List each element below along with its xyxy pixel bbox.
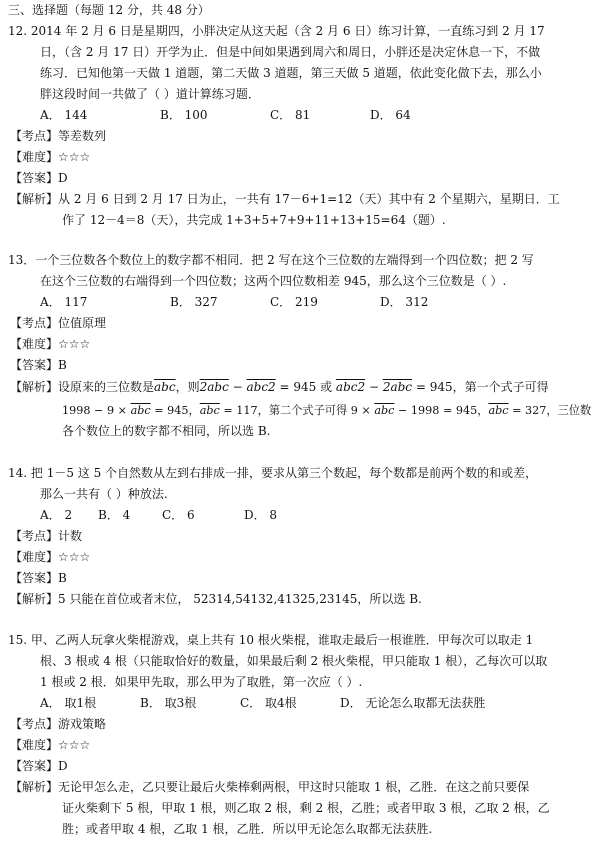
daan-label: 【答案】 [10, 571, 59, 585]
nandu-label: 【难度】 [10, 337, 59, 351]
option-b: B． 取3根 [140, 696, 197, 710]
question-12-line-1: 12. 2014 年 2 月 6 日是星期四，小胖决定从这天起（含 2 月 6 日）练习计算，一直练习到 2 月 17 [8, 24, 545, 38]
jiexi-label: 【解析】 [10, 780, 59, 794]
question-15-options [40, 693, 485, 714]
kaodian-label: 【考点】 [10, 129, 59, 143]
answer-value: D [58, 759, 68, 773]
jiexi-label: 【解析】 [10, 192, 59, 206]
option-a: A． 2 [40, 508, 73, 522]
nandu-label: 【难度】 [10, 550, 59, 564]
difficulty-stars: ☆☆☆ [58, 337, 91, 351]
kaodian-label: 【考点】 [10, 529, 59, 543]
jiexi-row [10, 589, 422, 610]
option-d: D． 8 [244, 508, 278, 522]
option-b: B． 100 [160, 108, 208, 122]
daan-row [10, 756, 68, 777]
overline-abc: $\overline{abc}$ [199, 404, 220, 417]
daan-row [10, 168, 68, 189]
option-d: D． 64 [370, 108, 411, 122]
overline-abc: $\overline{abc}$ [374, 404, 395, 417]
question-12-options [40, 105, 411, 126]
question-12-line-2: 日，（含 2 月 17 日）开学为止．但是中间如果遇到周六和周日，小胖还是决定休息一下，不做 [40, 45, 541, 59]
daan-row [10, 568, 67, 589]
jiexi-line-1: 无论甲怎么走，乙只要让最后火柴棒剩两根，甲这时只能取 1 根，乙胜．在这之前只要保 [58, 780, 530, 794]
jiexi-line-1: 设原来的三位数是$\overline{abc}$，则2abc − abc2 = 945 或 abc2 − 2abc = 945，第一个式子可得 [58, 380, 549, 394]
daan-label: 【答案】 [10, 358, 59, 372]
question-15-line-2: 根、3 根或 4 根（只能取恰好的数量，如果最后剩 2 根火柴棍，甲只能取 1 根），乙每次可以取 [40, 654, 548, 668]
nandu-row [10, 147, 90, 168]
difficulty-stars: ☆☆☆ [58, 150, 91, 164]
kaodian-value: 计数 [58, 529, 83, 543]
kaodian-row [10, 313, 106, 334]
option-c: C． 取4根 [240, 696, 297, 710]
kaodian-row [10, 714, 106, 735]
option-b: B． 327 [170, 295, 218, 309]
jiexi-line-2: 证火柴剩下 5 根，甲取 1 根，则乙取 2 根，剩 2 根，乙胜；或者甲取 3 根，乙取 2 根，乙 [62, 801, 550, 815]
option-a: A． 144 [40, 108, 88, 122]
nandu-label: 【难度】 [10, 150, 59, 164]
overline-2abc: 2abc [199, 380, 229, 394]
daan-label: 【答案】 [10, 171, 59, 185]
option-a: A． 取1根 [40, 696, 97, 710]
jiexi-line-3: 胜；或者甲取 4 根，乙取 1 根，乙胜．所以甲无论怎么取都无法获胜. [62, 822, 433, 836]
overline-abc: $\overline{abc}$ [130, 404, 151, 417]
question-14-line-2: 那么一共有（ ）种放法. [40, 487, 168, 501]
question-15-line-1: 15. 甲、乙两人玩拿火柴棍游戏，桌上共有 10 根火柴棍，谁取走最后一根谁胜．甲每次可以取走 1 [8, 633, 534, 647]
question-13-options [40, 292, 428, 313]
jiexi-line-3: 各个数位上的数字都不相同，所以选 B. [62, 424, 271, 438]
kaodian-label: 【考点】 [10, 316, 59, 330]
nandu-row [10, 334, 90, 355]
daan-row [10, 355, 67, 376]
question-15-line-3: 1 根或 2 根．如果甲先取，那么甲为了取胜，第一次应（ ）. [40, 675, 363, 689]
question-12-line-4: 胖这段时间一共做了（ ）道计算练习题． [40, 87, 260, 101]
jiexi-line-1: 从 2 月 6 日到 2 月 17 日为止，一共有 17－6+1=12（天）其中有 2 个星期六，星期日．工 [58, 192, 560, 206]
nandu-label: 【难度】 [10, 738, 59, 752]
option-d: D． 312 [380, 295, 429, 309]
section-title: 三、选择题（每题 12 分，共 48 分） [8, 3, 210, 17]
overline-abc: $\overline{abc}$ [154, 380, 176, 394]
jiexi-label: 【解析】 [10, 592, 59, 606]
option-a: A． 117 [40, 295, 88, 309]
answer-value: B [58, 358, 67, 372]
option-d: D． 无论怎么取都无法获胜 [340, 696, 486, 710]
jiexi-row [10, 777, 529, 798]
question-14-options [40, 505, 277, 526]
kaodian-value: 游戏策略 [58, 717, 107, 731]
kaodian-label: 【考点】 [10, 717, 59, 731]
nandu-row [10, 735, 90, 756]
answer-value: B [58, 571, 67, 585]
question-14-line-1: 14. 把 1－5 这 5 个自然数从左到右排成一排，要求从第三个数起，每个数都是前两个数的和或差， [8, 466, 538, 480]
answer-value: D [58, 171, 68, 185]
jiexi-row [10, 189, 560, 210]
kaodian-row [10, 526, 82, 547]
overline-2abc: 2abc [382, 380, 413, 394]
jiexi-line-1: 5 只能在首位或者末位， 52314,54132,41325,23145，所以选 B. [58, 592, 422, 606]
kaodian-value: 位值原理 [58, 316, 107, 330]
question-13-line-2: 在这个三位数的右端得到一个四位数；这两个四位数相差 945，那么这个三位数是（ ）. [40, 274, 507, 288]
overline-abc2: abc2 [335, 380, 366, 394]
nandu-row [10, 547, 90, 568]
overline-abc2: abc2 [246, 380, 276, 394]
option-b: B． 4 [98, 508, 131, 522]
jiexi-line-2: $1998 - 9 \times \overline{abc} = 945$，$\overline{abc} = 117$，第二个式子可得 $9 \times \overline{abc} - 1998 = 945$，$\overline{abc} = 327$，三位数 [62, 404, 592, 417]
jiexi-row [10, 377, 549, 398]
daan-label: 【答案】 [10, 759, 59, 773]
difficulty-stars: ☆☆☆ [58, 550, 91, 564]
option-c: C． 81 [270, 108, 311, 122]
option-c: C． 6 [162, 508, 195, 522]
jiexi-label: 【解析】 [10, 380, 59, 394]
question-13-line-1: 13．一个三位数各个数位上的数字都不相同．把 2 写在这个三位数的左端得到一个四位数；把 2 写 [8, 253, 534, 267]
difficulty-stars: ☆☆☆ [58, 738, 91, 752]
overline-abc: $\overline{abc}$ [488, 404, 509, 417]
kaodian-row [10, 126, 106, 147]
question-12-line-3: 练习．已知他第一天做 1 道题，第二天做 3 道题，第三天做 5 道题，依此变化做下去，那么小 [40, 66, 542, 80]
option-c: C． 219 [270, 295, 318, 309]
kaodian-value: 等差数列 [58, 129, 107, 143]
jiexi-line-2: 作了 12－4＝8（天），共完成 1+3+5+7+9+11+13+15=64（题）. [62, 213, 446, 227]
